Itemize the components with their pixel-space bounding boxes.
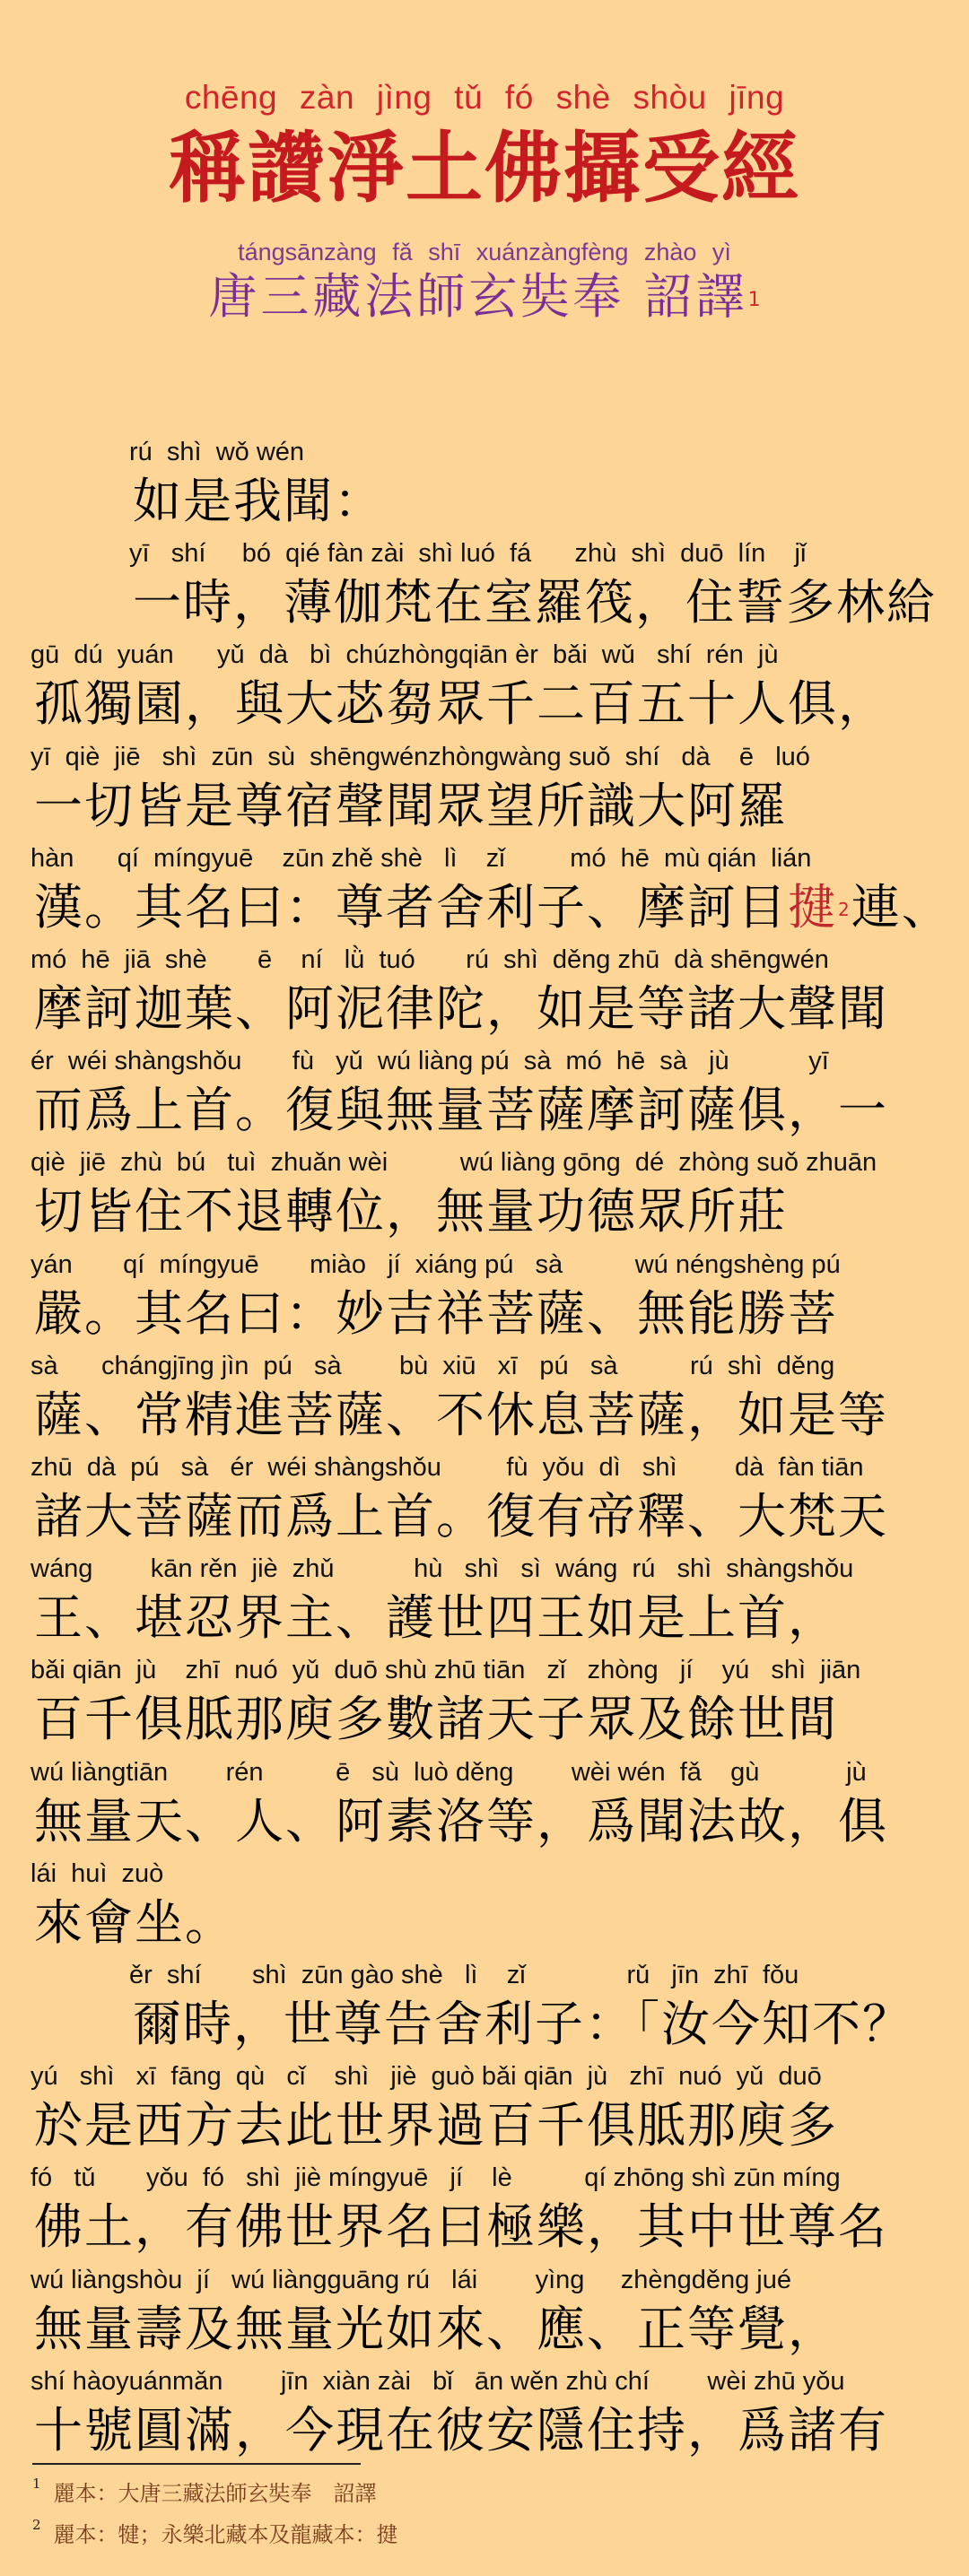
line-text: 漢。其名曰：尊者舍利子、摩訶目 xyxy=(34,879,788,936)
scripture-line xyxy=(34,878,952,941)
scripture-line: 孤獨園，與大苾芻眾千二百五十人俱， xyxy=(34,675,888,732)
pinyin-line: yī qiè jiē shì zūn sù shēngwénzhòngwàng suǒ shí dà ē luó xyxy=(31,743,810,771)
scripture-line: 而爲上首。復與無量菩薩摩訶薩俱，一 xyxy=(34,1082,888,1138)
pinyin-line: ěr shí shì zūn gào shè lì zǐ rǔ jīn zhī fǒu xyxy=(129,1961,799,1989)
scripture-line: 如是我聞： xyxy=(133,473,384,529)
sutra-title: 稱讚淨土佛攝受經 xyxy=(169,123,800,213)
pinyin-line: hàn qí míngyuē zūn zhě shè lì zǐ mó hē mù qián lián xyxy=(31,844,812,873)
footnote-text: 麗本：大唐三藏法師玄奘奉 詔譯 xyxy=(53,2481,377,2506)
pinyin-line: mó hē jiā shè ē ní lǜ tuó rú shì děng zhū dà shēngwén xyxy=(31,945,829,974)
scripture-line: 王、堪忍界主、護世四王如是上首， xyxy=(34,1589,838,1646)
footnote-number: 1 xyxy=(32,2476,41,2492)
scripture-line: 一切皆是尊宿聲聞眾望所識大阿羅 xyxy=(34,778,788,834)
pinyin-line: ér wéi shàngshǒu fù yǔ wú liàng pú sà mó hē sà jù yī xyxy=(31,1047,829,1075)
pinyin-line: sà chángjīng jìn pú sà bù xiū xī pú sà rú shì děng xyxy=(31,1352,835,1380)
footnote-number: 2 xyxy=(32,2517,41,2533)
pinyin-line: zhū dà pú sà ér wéi shàngshǒu fù yǒu dì shì dà fàn tiān xyxy=(31,1453,864,1482)
scripture-line: 爾時，世尊告舍利子：「汝今知不？ xyxy=(133,1996,912,2052)
pinyin-line: yán qí míngyuē miào jí xiáng pú sà wú néngshèng pú xyxy=(31,1250,841,1279)
scripture-line: 於是西方去此世界過百千俱胝那庾多 xyxy=(34,2097,838,2154)
pinyin-line: lái huì zuò xyxy=(31,1859,164,1888)
line-text: 連、 xyxy=(851,879,952,936)
scripture-line: 無量壽及無量光如來、應、正等覺， xyxy=(34,2301,838,2357)
pinyin-line: yī shí bó qié fàn zài shì luó fá zhù shì duō lín jǐ xyxy=(129,539,807,568)
title-pinyin: chēng zàn jìng tǔ fó shè shòu jīng xyxy=(184,79,785,116)
scripture-line: 十號圓滿，今現在彼安隱住持，爲諸有 xyxy=(34,2402,888,2459)
scripture-line: 佛土，有佛世界名曰極樂，其中世尊名 xyxy=(34,2198,888,2255)
scripture-line: 薩、常精進菩薩、不休息菩薩，如是等 xyxy=(34,1387,888,1443)
footnote-1 xyxy=(32,2476,377,2506)
pinyin-line: wú liàngtiān rén ē sù luò děng wèi wén fǎ gù jù xyxy=(31,1758,867,1787)
scripture-line: 嚴。其名曰：妙吉祥菩薩、無能勝菩 xyxy=(34,1285,838,1342)
translator-line xyxy=(0,265,969,328)
pinyin-line: gū dú yuán yǔ dà bì chúzhòngqiān èr bǎi wǔ shí rén jù xyxy=(31,640,779,669)
scripture-line: 諸大菩薩而爲上首。復有帝釋、大梵天 xyxy=(34,1488,888,1545)
scripture-line: 來會坐。 xyxy=(34,1894,235,1951)
scripture-line: 無量天、人、阿素洛等，爲聞法故，俱 xyxy=(34,1793,888,1849)
footnote-ref-2[interactable]: 2 xyxy=(838,899,851,920)
pinyin-line: qiè jiē zhù bú tuì zhuǎn wèi wú liàng gōng dé zhòng suǒ zhuān xyxy=(31,1148,877,1177)
footnote-text: 麗本：犍；永樂北藏本及龍藏本：揵 xyxy=(53,2522,398,2547)
footnote-2 xyxy=(32,2517,398,2547)
footnote-divider xyxy=(32,2463,361,2465)
scripture-line: 摩訶迦葉、阿泥律陀，如是等諸大聲聞 xyxy=(34,980,888,1037)
pinyin-line: wú liàngshòu jí wú liàngguāng rú lái yìng zhèngděng jué xyxy=(31,2266,791,2294)
pinyin-line: bǎi qiān jù zhī nuó yǔ duō shù zhū tiān zǐ zhòng jí yú shì jiān xyxy=(31,1656,861,1684)
pinyin-line: yú shì xī fāng qù cǐ shì jiè guò bǎi qiān jù zhī nuó yǔ duō xyxy=(31,2062,822,2091)
pinyin-line: rú shì wǒ wén xyxy=(129,438,305,466)
scripture-line: 一時，薄伽梵在室羅筏，住誓多林給 xyxy=(133,574,937,631)
scripture-line: 切皆住不退轉位，無量功德眾所莊 xyxy=(34,1183,788,1240)
translator-text: 唐三藏法師玄奘奉 詔譯 xyxy=(208,268,748,325)
pinyin-line: fó tǔ yǒu fó shì jiè míngyuē jí lè qí zhōng shì zūn míng xyxy=(31,2163,841,2192)
variant-character: 揵 xyxy=(788,879,838,936)
footnote-ref-1[interactable]: 1 xyxy=(747,289,761,311)
pinyin-line: wáng kān rěn jiè zhǔ hù shì sì wáng rú shì shàngshǒu xyxy=(31,1554,854,1583)
translator-pinyin: tángsānzàng fǎ shī xuánzàngfèng zhào yì xyxy=(238,239,731,265)
pinyin-line: shí hàoyuánmǎn jīn xiàn zài bǐ ān wěn zhù chí wèi zhū yǒu xyxy=(31,2367,845,2396)
scripture-line: 百千俱胝那庾多數諸天子眾及餘世間 xyxy=(34,1691,838,1747)
